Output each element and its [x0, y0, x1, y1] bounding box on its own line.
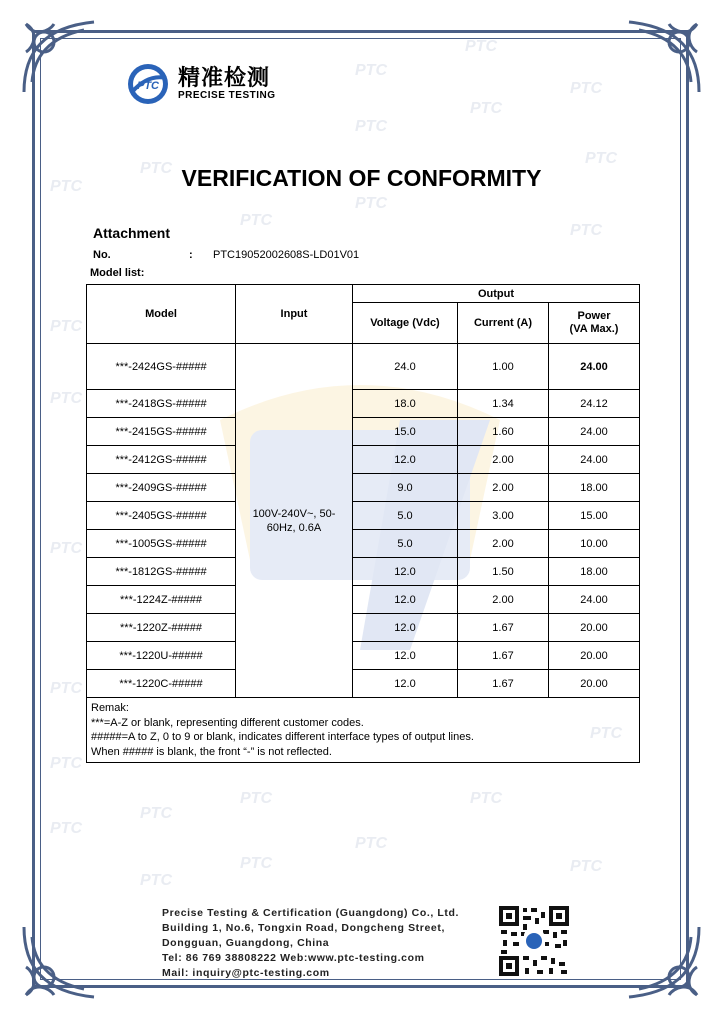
header-output: Output [353, 285, 640, 303]
cell-power: 24.00 [549, 344, 640, 390]
cell-power: 24.00 [549, 586, 640, 614]
remark-row [87, 698, 640, 763]
watermark-text: PTC [50, 318, 82, 335]
cell-current: 2.00 [458, 530, 549, 558]
company-logo [126, 62, 276, 106]
watermark-text: PTC [570, 80, 602, 97]
watermark-text: PTC [355, 835, 387, 852]
cell-voltage: 12.0 [353, 670, 458, 698]
table-row [87, 390, 640, 418]
header-model: Model [87, 285, 236, 344]
ptc-logo-icon [126, 62, 170, 106]
cell-current: 1.60 [458, 418, 549, 446]
table-row [87, 614, 640, 642]
cell-current: 2.00 [458, 586, 549, 614]
qr-code-icon [499, 906, 569, 976]
company-contact-block [162, 906, 459, 981]
cell-power: 18.00 [549, 474, 640, 502]
cell-voltage: 12.0 [353, 642, 458, 670]
cell-model: ***-2409GS-##### [87, 474, 236, 502]
watermark-text: PTC [50, 755, 82, 772]
remark-line: When ##### is blank, the front “-” is not reflected. [91, 745, 332, 758]
table-row [87, 446, 640, 474]
cell-current: 2.00 [458, 474, 549, 502]
corner-ornament-bottom-left [14, 917, 104, 1007]
watermark-text: PTC [140, 160, 172, 177]
remark-cell [87, 698, 640, 763]
document-title: VERIFICATION OF CONFORMITY [181, 165, 542, 191]
cell-model: ***-2412GS-##### [87, 446, 236, 474]
cell-voltage: 12.0 [353, 586, 458, 614]
cell-model: ***-2415GS-##### [87, 418, 236, 446]
table-row [87, 344, 640, 390]
cell-power: 24.00 [549, 418, 640, 446]
table-row [87, 558, 640, 586]
table-row [87, 642, 640, 670]
remark-line: Remak: [91, 702, 129, 714]
cell-voltage: 12.0 [353, 558, 458, 586]
table-row [87, 418, 640, 446]
cell-model: ***-1812GS-##### [87, 558, 236, 586]
watermark-text: PTC [470, 100, 502, 117]
cell-current: 3.00 [458, 502, 549, 530]
cell-current: 1.00 [458, 344, 549, 390]
watermark-text: PTC [570, 858, 602, 875]
cell-power: 10.00 [549, 530, 640, 558]
address-line: Building 1, No.6, Tongxin Road, Dongcheng Street, [162, 922, 445, 934]
cell-model: ***-1220C-##### [87, 670, 236, 698]
document-number-value: PTC19052002608S-LD01V01 [213, 249, 360, 261]
header-voltage: Voltage (Vdc) [353, 303, 458, 344]
cell-current: 1.34 [458, 390, 549, 418]
cell-voltage: 12.0 [353, 614, 458, 642]
cell-model: ***-1224Z-##### [87, 586, 236, 614]
cell-current: 1.67 [458, 642, 549, 670]
cell-voltage: 18.0 [353, 390, 458, 418]
watermark-text: PTC [465, 38, 497, 55]
watermark-text: PTC [590, 725, 622, 742]
watermark-text: PTC [240, 212, 272, 229]
table-row [87, 530, 640, 558]
watermark-text: PTC [355, 195, 387, 212]
cell-power: 15.00 [549, 502, 640, 530]
model-list-table [86, 284, 640, 763]
watermark-text: PTC [470, 790, 502, 807]
cell-voltage: 9.0 [353, 474, 458, 502]
cell-power: 20.00 [549, 670, 640, 698]
cell-input-shared: 100V-240V~, 50-60Hz, 0.6A [236, 344, 353, 698]
cell-voltage: 12.0 [353, 446, 458, 474]
remark-line: #####=A to Z, 0 to 9 or blank, indicates different interface types of output lines. [91, 731, 474, 743]
watermark-text: PTC [355, 62, 387, 79]
address-line: Dongguan, Guangdong, China [162, 937, 330, 949]
cell-model: ***-1220U-##### [87, 642, 236, 670]
logo-english-name: PRECISE TESTING [178, 90, 276, 101]
watermark-text: PTC [50, 178, 82, 195]
cell-model: ***-1005GS-##### [87, 530, 236, 558]
cell-model: ***-2424GS-##### [87, 344, 236, 390]
cell-current: 2.00 [458, 446, 549, 474]
watermark-text: PTC [50, 680, 82, 697]
cell-model: ***-2418GS-##### [87, 390, 236, 418]
table-row [87, 670, 640, 698]
watermark-text: PTC [140, 805, 172, 822]
model-list-label: Model list: [90, 267, 145, 279]
watermark-text: PTC [50, 540, 82, 557]
remark-line: ***=A-Z or blank, representing different customer codes. [91, 716, 364, 729]
cell-voltage: 5.0 [353, 530, 458, 558]
watermark-text: PTC [50, 390, 82, 407]
cell-power: 24.12 [549, 390, 640, 418]
watermark-text: PTC [585, 150, 617, 167]
cell-model: ***-1220Z-##### [87, 614, 236, 642]
header-power: Power (VA Max.) [549, 303, 640, 344]
watermark-text: PTC [355, 118, 387, 135]
cell-voltage: 15.0 [353, 418, 458, 446]
header-current: Current (A) [458, 303, 549, 344]
logo-mark-text: PTC [137, 80, 159, 92]
header-input: Input [236, 285, 353, 344]
cell-current: 1.67 [458, 614, 549, 642]
cell-power: 20.00 [549, 642, 640, 670]
watermark-text: PTC [570, 222, 602, 239]
cell-model: ***-2405GS-##### [87, 502, 236, 530]
corner-ornament-bottom-right [619, 917, 709, 1007]
document-number-label: No. [93, 249, 111, 261]
watermark-text: PTC [140, 872, 172, 889]
attachment-heading: Attachment [93, 225, 171, 241]
table-row [87, 474, 640, 502]
corner-ornament-top-right [619, 12, 709, 102]
corner-ornament-top-left [14, 12, 104, 102]
document-number-colon: : [189, 249, 193, 261]
tel-web-line: Tel: 86 769 38808222 Web:www.ptc-testing.com [162, 952, 425, 964]
cell-voltage: 5.0 [353, 502, 458, 530]
table-row [87, 586, 640, 614]
cell-voltage: 24.0 [353, 344, 458, 390]
watermark-text: PTC [50, 820, 82, 837]
watermark-text: PTC [240, 855, 272, 872]
table-row [87, 502, 640, 530]
cell-power: 18.00 [549, 558, 640, 586]
watermark-text: PTC [240, 790, 272, 807]
cell-current: 1.50 [458, 558, 549, 586]
company-name-line: Precise Testing & Certification (Guangdong) Co., Ltd. [162, 907, 460, 919]
cell-power: 20.00 [549, 614, 640, 642]
logo-chinese-name: 精准检测 [178, 65, 271, 90]
cell-current: 1.67 [458, 670, 549, 698]
mail-line: Mail: inquiry@ptc-testing.com [162, 967, 330, 979]
cell-power: 24.00 [549, 446, 640, 474]
document-number-row [93, 249, 359, 261]
